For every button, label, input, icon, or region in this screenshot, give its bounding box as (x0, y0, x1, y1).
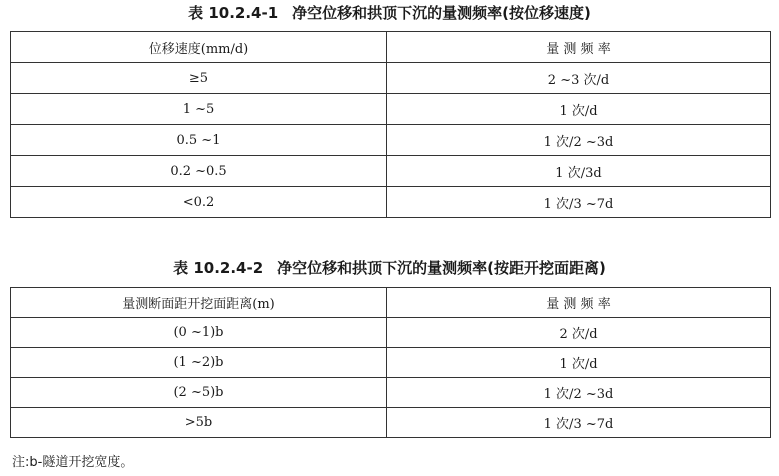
table-row (11, 187, 771, 218)
table-cell: 1 次/3d (387, 156, 771, 187)
table-row (11, 125, 771, 156)
table-2-title: 净空位移和拱顶下沉的量测频率(按距开挖面距离) (277, 259, 606, 277)
table-cell: 1 次/2 ~3d (387, 378, 771, 408)
table-cell: >5b (11, 408, 387, 438)
column-header-distance: 量测断面距开挖面距离(m) (11, 288, 387, 318)
table-cell: (0 ~1)b (11, 318, 387, 348)
table-header-row (11, 288, 771, 318)
table-cell: 1 次/d (387, 94, 771, 125)
table-cell: 2 次/d (387, 318, 771, 348)
table-row (11, 318, 771, 348)
table-cell: (1 ~2)b (11, 348, 387, 378)
table-note: 注:b-隧道开挖宽度。 (12, 455, 134, 470)
table-row (11, 408, 771, 438)
table-frequency-by-distance (10, 287, 771, 438)
table-2-number: 表 10.2.4-2 (173, 259, 264, 277)
table-cell: <0.2 (11, 187, 387, 218)
table-header-row (11, 32, 771, 63)
table-cell: ≥5 (11, 63, 387, 94)
table-row (11, 94, 771, 125)
table-cell: 1 次/d (387, 348, 771, 378)
column-header-displacement-rate: 位移速度(mm/d) (11, 32, 387, 63)
table-row (11, 378, 771, 408)
table-row (11, 156, 771, 187)
table-cell: (2 ~5)b (11, 378, 387, 408)
table-frequency-by-displacement-rate (10, 31, 771, 218)
table-cell: 0.5 ~1 (11, 125, 387, 156)
table-cell: 0.2 ~0.5 (11, 156, 387, 187)
table-cell: 1 次/2 ~3d (387, 125, 771, 156)
table-cell: 2 ~3 次/d (387, 63, 771, 94)
column-header-frequency: 量 测 频 率 (387, 32, 771, 63)
column-header-frequency: 量 测 频 率 (387, 288, 771, 318)
table-1-caption (0, 3, 779, 23)
table-row (11, 348, 771, 378)
table-row (11, 63, 771, 94)
table-cell: 1 次/3 ~7d (387, 408, 771, 438)
table-2-caption (0, 258, 779, 278)
table-1-title: 净空位移和拱顶下沉的量测频率(按位移速度) (292, 4, 591, 22)
table-1-number: 表 10.2.4-1 (188, 4, 279, 22)
table-cell: 1 次/3 ~7d (387, 187, 771, 218)
table-cell: 1 ~5 (11, 94, 387, 125)
